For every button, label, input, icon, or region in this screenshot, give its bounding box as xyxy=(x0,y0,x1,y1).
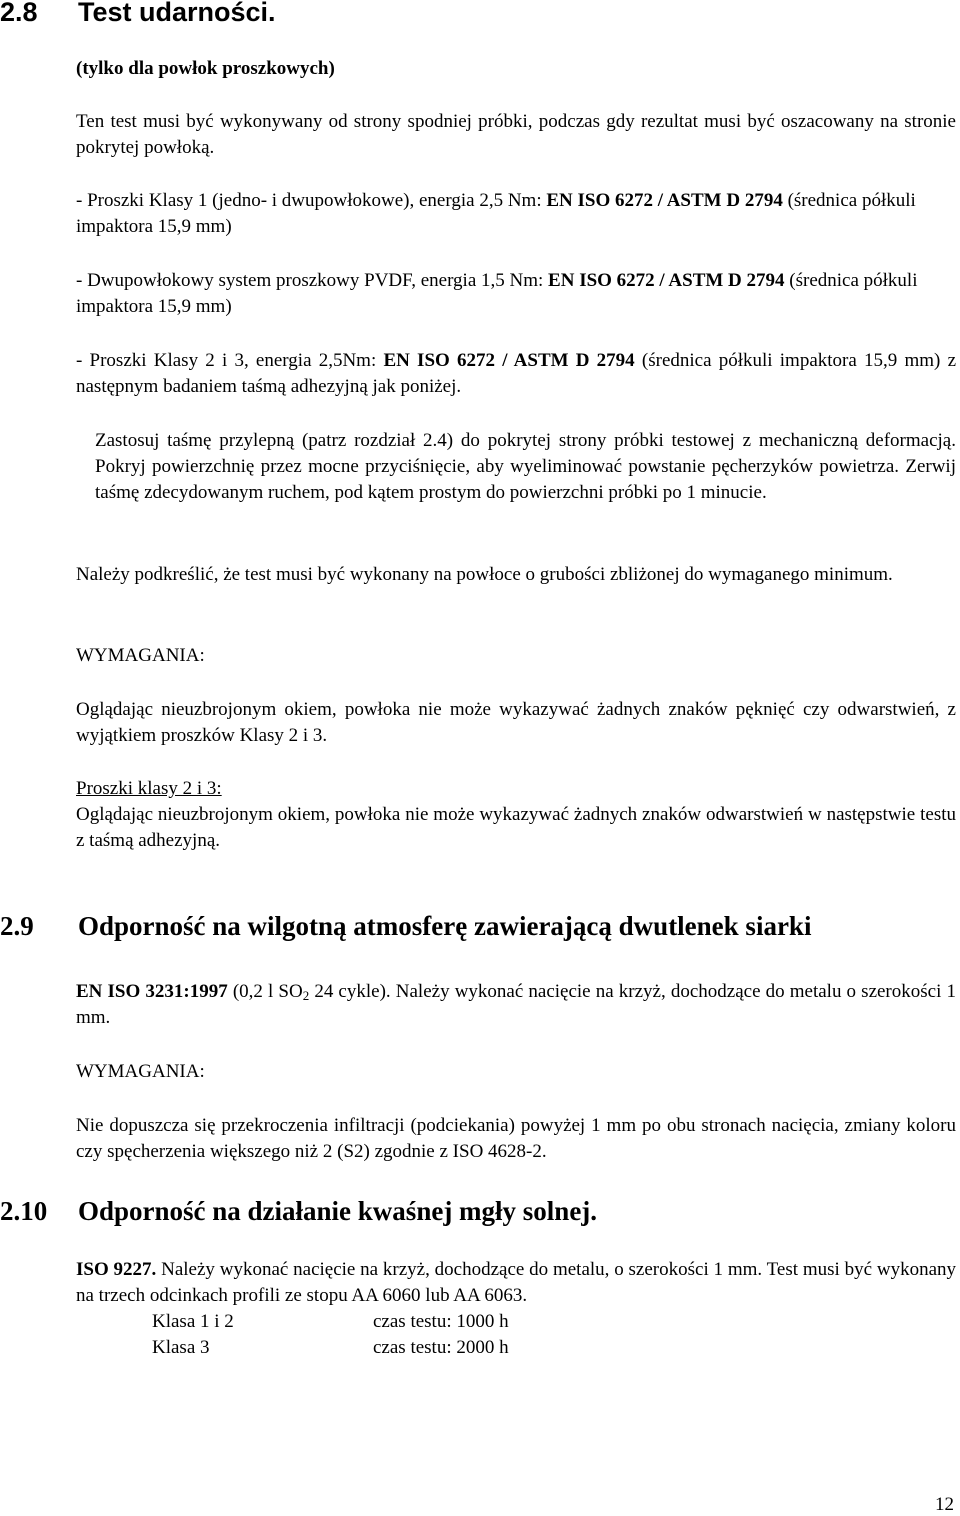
section-2-8-heading xyxy=(0,0,276,28)
text: 24 cykle). Należy wykonać nacięcie na krzyż, dochodzące do metalu o szerokości 1 mm. xyxy=(76,981,956,1028)
section-2-10-heading xyxy=(0,1195,597,1227)
list-item-class1 xyxy=(76,188,956,240)
section-subtitle: (tylko dla powłok proszkowych) xyxy=(76,58,335,79)
intro-paragraph: Ten test musi być wykonywany od strony spodniej próbki, podczas gdy rezultat musi być oszacowany na stronie pokrytej powłoką. xyxy=(76,111,956,158)
section-title: Test udarności. xyxy=(78,0,276,27)
section-number: 2.9 xyxy=(0,911,34,941)
class23-label: Proszki klasy 2 i 3: xyxy=(76,778,222,799)
section-title: Odporność na wilgotną atmosferę zawierającą dwutlenek siarki xyxy=(78,911,812,941)
item-text: - Proszki Klasy 2 i 3, energia 2,5Nm: xyxy=(76,350,384,371)
standard-ref: EN ISO 3231:1997 xyxy=(76,981,228,1002)
text: Należy wykonać nacięcie na krzyż, dochodzące do metalu, o szerokości 1 mm. Test musi być wykonany na trzech odcinkach profili ze stopu AA 6060 lub AA 6063. xyxy=(76,1259,956,1306)
section-2-10-paragraph xyxy=(76,1257,956,1309)
test-time-label: czas testu: 2000 h xyxy=(373,1337,509,1358)
text: (0,2 l SO xyxy=(227,981,303,1002)
item-text: (średnica półkuli impaktora 15,9 mm) xyxy=(76,190,916,237)
item-standard: EN ISO 6272 / ASTM D 2794 xyxy=(383,350,635,371)
section-2-9-heading xyxy=(0,910,811,942)
requirements-text: Oglądając nieuzbrojonym okiem, powłoka nie może wykazywać żadnych znaków pęknięć czy odwarstwień, z wyjątkiem proszków Klasy 2 i 3. xyxy=(76,699,956,746)
item-text: - Dwupowłokowy system proszkowy PVDF, energia 1,5 Nm: xyxy=(76,270,549,291)
item-text: - Proszki Klasy 1 (jedno- i dwupowłokowe), energia 2,5 Nm: xyxy=(76,190,547,211)
test-class-label: Klasa 3 xyxy=(152,1337,210,1358)
section-title: Odporność na działanie kwaśnej mgły solnej. xyxy=(78,1196,598,1226)
list-item-class23 xyxy=(76,348,956,400)
test-time-label: czas testu: 1000 h xyxy=(373,1311,509,1332)
requirements-label: WYMAGANIA: xyxy=(76,645,205,666)
standard-ref: ISO 9227. xyxy=(76,1259,157,1280)
item-standard: EN ISO 6272 / ASTM D 2794 xyxy=(548,270,785,291)
subscript: 2 xyxy=(302,988,310,1003)
test-class-label: Klasa 1 i 2 xyxy=(152,1311,234,1332)
class23-text: Oglądając nieuzbrojonym okiem, powłoka nie może wykazywać żadnych znaków odwarstwień w następstwie testu z taśmą adhezyjną. xyxy=(76,804,956,851)
item-standard: EN ISO 6272 / ASTM D 2794 xyxy=(546,190,783,211)
requirements-label-2-9: WYMAGANIA: xyxy=(76,1061,205,1082)
item-text: (średnica półkuli impaktora 15,9 mm) xyxy=(76,270,918,317)
item-text: (średnica półkuli impaktora 15,9 mm) z następnym badaniem taśmą adhezyjną jak poniżej. xyxy=(76,350,956,397)
section-2-9-paragraph xyxy=(76,979,956,1031)
requirements-text-2-9: Nie dopuszcza się przekroczenia infiltracji (podciekania) powyżej 1 mm po obu stronach nacięcia, zmiany koloru czy spęcherzenia większego niż 2 (S2) zgodnie z ISO 4628-2. xyxy=(76,1115,956,1162)
tape-paragraph: Zastosuj taśmę przylepną (patrz rozdział 2.4) do pokrytej strony próbki testowej z mechaniczną deformacją. Pokryj powierzchnię przez mocne przyciśnięcie, aby wyeliminować powstanie pęcherzyków powietrza. Zerwij taśmę zdecydowanym ruchem, pod kątem prostym do powierzchni próbki po 1 minucie. xyxy=(95,430,956,503)
section-number: 2.8 xyxy=(0,0,38,27)
section-number: 2.10 xyxy=(0,1196,48,1226)
page-number: 12 xyxy=(935,1494,954,1515)
note-paragraph: Należy podkreślić, że test musi być wykonany na powłoce o grubości zbliżonej do wymaganego minimum. xyxy=(76,564,893,585)
list-item-pvdf xyxy=(76,268,956,320)
